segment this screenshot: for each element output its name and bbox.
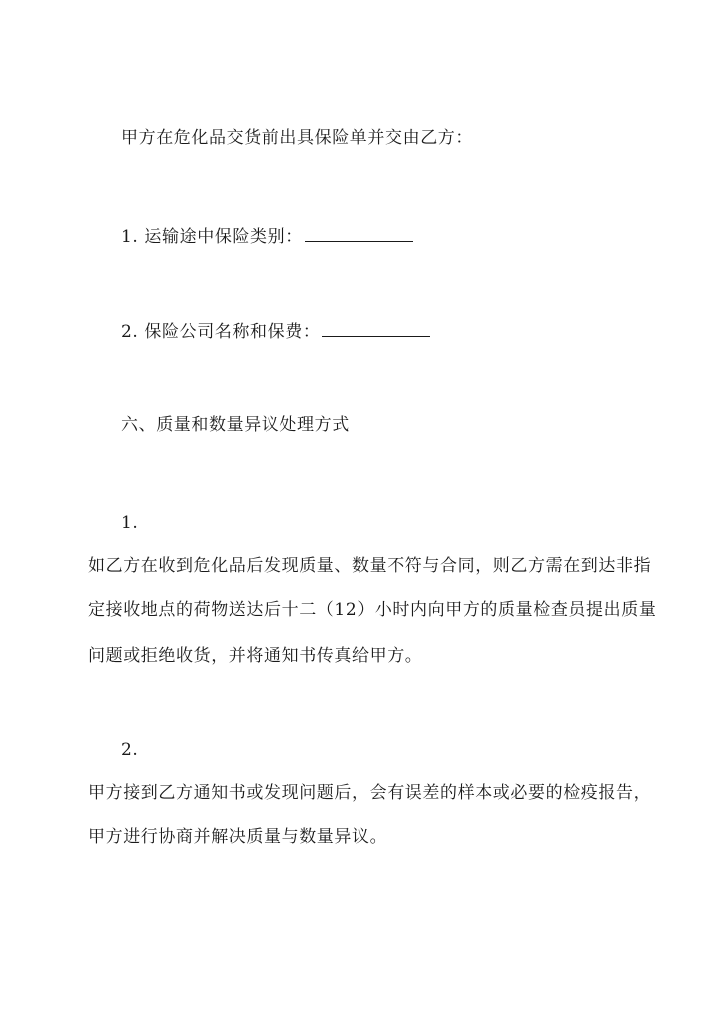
- insurance-type-blank: [305, 225, 413, 242]
- insurance-item-2: [121, 320, 430, 343]
- clause-2-line-2: 甲方进行协商并解决质量与数量异议。: [88, 827, 388, 847]
- clause-1-number: 1.: [121, 513, 139, 533]
- insurance-item-1: [121, 225, 413, 248]
- clause-1-line-2: 定接收地点的荷物送达后十二（12）小时内向甲方的质量检查员提出质量: [88, 600, 657, 620]
- clause-1-line-3: 问题或拒绝收货，并将通知书传真给甲方。: [88, 646, 423, 666]
- clause-1-line-1: 如乙方在收到危化品后发现质量、数量不符与合同，则乙方需在到达非指: [88, 556, 652, 576]
- section-heading: 六、质量和数量异议处理方式: [121, 415, 350, 435]
- clause-2-number: 2.: [121, 740, 139, 760]
- insurance-company-blank: [322, 320, 430, 337]
- clause-2-line-1: 甲方接到乙方通知书或发现问题后，会有误差的样本或必要的检疫报告，: [88, 783, 652, 803]
- insurance-item-2-label: 2. 保险公司名称和保费：: [121, 322, 321, 342]
- insurance-item-1-label: 1. 运输途中保险类别：: [121, 227, 303, 247]
- insurance-intro: 甲方在危化品交货前出具保险单并交由乙方：: [121, 128, 473, 148]
